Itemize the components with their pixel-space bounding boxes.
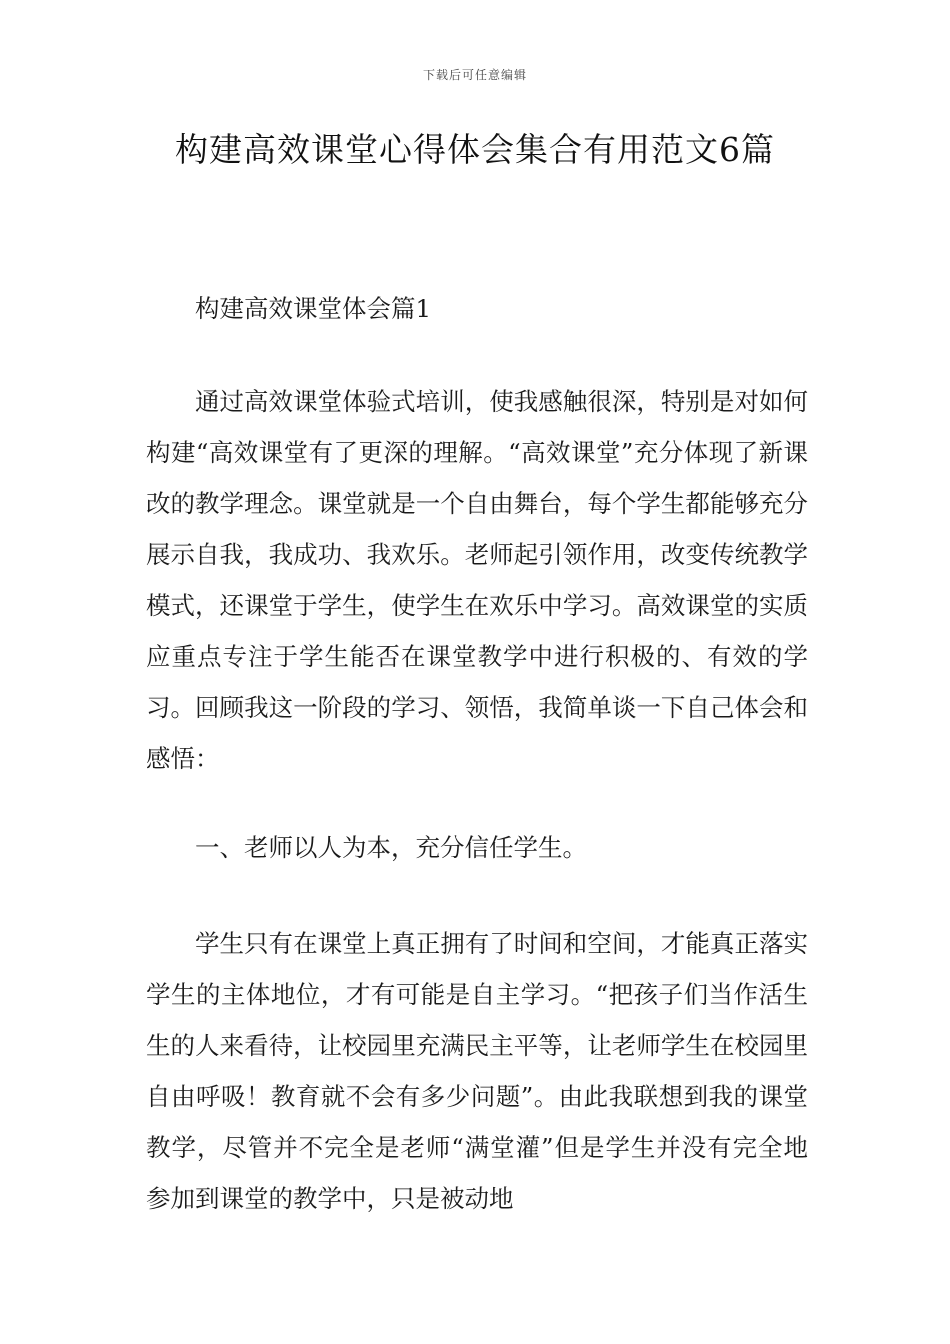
document-title: 构建高效课堂心得体会集合有用范文6篇 xyxy=(175,130,775,169)
paragraph-intro: 通过高效课堂体验式培训，使我感触很深，特别是对如何构建“高效课堂有了更深的理解。“高效课堂”充分体现了新课改的教学理念。课堂就是一个自由舞台，每个学生都能够充分展示自我，我成功、我欢乐。老师起引领作用，改变传统教学模式，还课堂于学生，使学生在欢乐中学习。高效课堂的实质应重点专注于学生能否在课堂教学中进行积极的、有效的学习。回顾我这一阶段的学习、领悟，我简单谈一下自己体会和感悟： xyxy=(146,387,808,773)
section-heading: 构建高效课堂体会篇1 xyxy=(195,294,432,323)
point-heading-1: 一、老师以人为本，充分信任学生。 xyxy=(195,833,587,862)
paragraph-point-1: 学生只有在课堂上真正拥有了时间和空间，才能真正落实学生的主体地位，才有可能是自主学习。“把孩子们当作活生生的人来看待，让校园里充满民主平等，让老师学生在校园里自由呼吸！教育就不会有多少问题”。由此我联想到我的课堂教学，尽管并不完全是老师“满堂灌”但是学生并没有完全地参加到课堂的教学中，只是被动地 xyxy=(146,929,808,1213)
header-note: 下载后可任意编辑 xyxy=(422,68,527,82)
